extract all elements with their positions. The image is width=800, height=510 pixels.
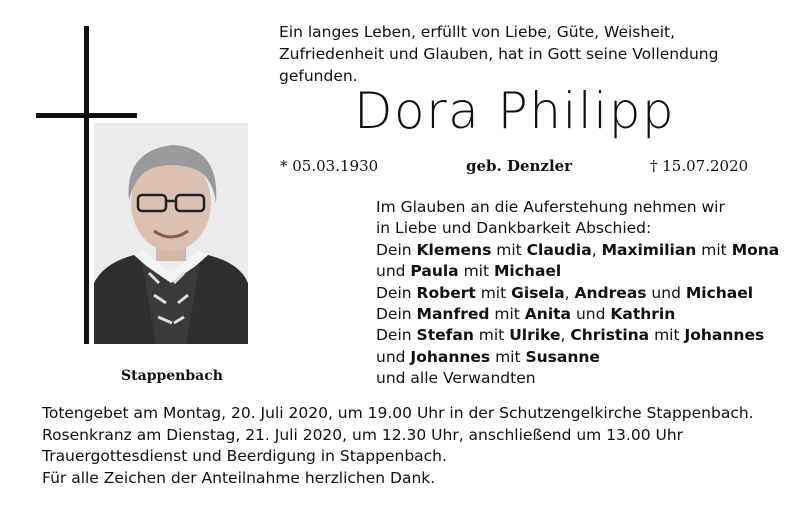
- family-line: [376, 347, 776, 368]
- family-line-text: mit: [490, 347, 526, 366]
- family-line-text: Dein: [376, 240, 417, 259]
- family-list: [376, 197, 780, 390]
- family-line-text: ,: [560, 326, 571, 345]
- cross-icon: [84, 26, 89, 344]
- service-line: Rosenkranz am Dienstag, 21. Juli 2020, um 12.30 Uhr, anschließend um 13.00 Uhr: [42, 425, 684, 444]
- portrait-photo: [94, 123, 248, 344]
- family-line: [376, 240, 780, 261]
- service-line: Trauergottesdienst und Beerdigung in Stappenbach.: [42, 447, 447, 465]
- intro-line: gefunden.: [279, 67, 358, 85]
- family-member-name: Michael: [493, 262, 562, 281]
- family-line-text: und: [646, 283, 686, 302]
- family-member-name: Johannes: [684, 326, 765, 345]
- family-line-text: mit: [458, 262, 494, 281]
- family-member-name: Kathrin: [610, 305, 676, 324]
- family-line-text: mit: [696, 240, 732, 259]
- family-line-text: und: [376, 262, 411, 281]
- family-member-name: Stefan: [416, 326, 474, 345]
- service-line: Für alle Zeichen der Anteilnahme herzlichen Dank.: [42, 468, 436, 487]
- death-date: † 15.07.2020: [650, 157, 749, 175]
- family-line-text: und: [571, 305, 611, 324]
- family-member-name: Gisela: [511, 283, 565, 302]
- family-line-text: Dein: [376, 326, 417, 345]
- family-line: [376, 304, 776, 325]
- family-member-name: Maximilian: [601, 240, 697, 259]
- family-line: [376, 261, 776, 282]
- family-member-name: Johannes: [410, 347, 491, 366]
- family-line-text: ,: [591, 240, 602, 259]
- family-line-text: Im Glauben an die Auferstehung nehmen wir: [376, 198, 725, 216]
- family-line-text: Dein: [376, 283, 417, 302]
- family-line-text: mit: [475, 283, 512, 302]
- family-line-text: mit: [473, 326, 510, 345]
- family-member-name: Ulrike: [509, 326, 561, 345]
- family-member-name: Paula: [410, 262, 459, 281]
- family-line-text: und: [376, 347, 411, 366]
- family-line-text: und alle Verwandten: [376, 369, 536, 388]
- family-line-text: mit: [489, 305, 525, 324]
- maiden-name: geb. Denzler: [466, 157, 573, 175]
- family-line: [376, 218, 776, 239]
- intro-text: [279, 21, 779, 87]
- intro-line: Zufriedenheit und Glauben, hat in Gott seine Vollendung: [279, 45, 719, 63]
- family-member-name: Klemens: [416, 240, 492, 259]
- family-line-text: in Liebe und Dankbarkeit Abschied:: [376, 219, 652, 238]
- family-member-name: Claudia: [526, 240, 592, 259]
- family-member-name: Manfred: [416, 305, 490, 324]
- deceased-name: Dora Philipp: [354, 82, 676, 140]
- family-line-text: mit: [649, 326, 685, 345]
- family-line: [376, 368, 776, 389]
- cross-icon-bar: [36, 113, 137, 118]
- place-name: Stappenbach: [121, 368, 223, 384]
- service-line: Totengebet am Montag, 20. Juli 2020, um 19.00 Uhr in der Schutzengelkirche Stappenbach.: [42, 404, 754, 422]
- family-member-name: Anita: [524, 305, 572, 324]
- birth-date: * 05.03.1930: [280, 157, 379, 175]
- family-member-name: Andreas: [574, 283, 647, 302]
- family-line: [376, 283, 776, 304]
- family-member-name: Christina: [570, 326, 650, 345]
- intro-line: Ein langes Leben, erfüllt von Liebe, Güte, Weisheit,: [279, 23, 676, 41]
- family-member-name: Susanne: [525, 347, 600, 366]
- family-member-name: Mona: [731, 240, 780, 259]
- family-line: [376, 197, 776, 218]
- family-line: [376, 325, 776, 346]
- family-line-text: ,: [564, 283, 575, 302]
- family-line-text: Dein: [376, 305, 417, 324]
- family-member-name: Michael: [685, 283, 754, 302]
- family-line-text: mit: [491, 240, 527, 259]
- service-details: [42, 403, 792, 489]
- family-member-name: Robert: [416, 283, 476, 302]
